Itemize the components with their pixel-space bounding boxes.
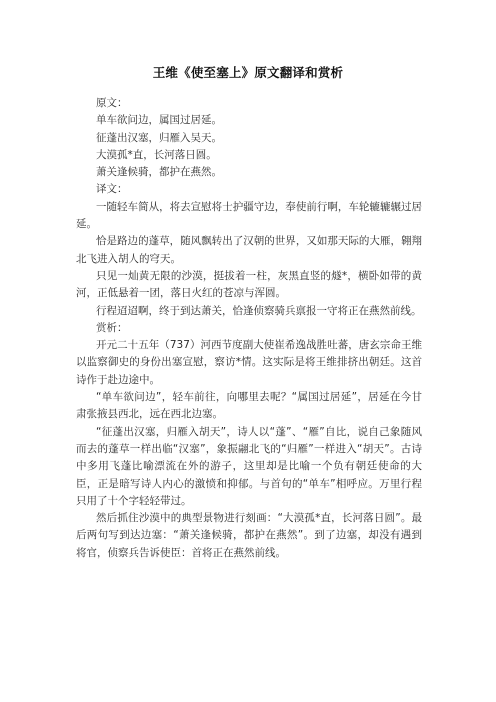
appreciation-paragraph: “单车欲问边”，轻车前往，向哪里去呢？“属国过居延”，居延在今甘肃张掖县西北，远在西北边塞。 <box>76 391 422 421</box>
poem-line: 单车欲问边，属国过居延。 <box>96 114 222 127</box>
document-title: 王维《使至塞上》原文翻译和赏析 <box>152 65 344 80</box>
translation-paragraph: 一随轻车简从，将去宣慰将士护疆守边，奉使前行啊，车轮辘辘辗过居延。 <box>76 200 422 231</box>
appreciation-paragraph: 开元二十五年（737）河西节度副大使崔希逸战胜吐蕃，唐玄宗命王维以监察御史的身份出塞宣慰，察访*情。这实际是将王维排挤出朝廷。这首诗作于赴边途中。 <box>76 339 422 386</box>
appreciation-paragraph: “征蓬出汉塞，归雁入胡天”，诗人以“蓬”、“雁”自比，说自己象随风而去的蓬草一样出临“汉塞”，象振翮北飞的“归雁”一样进入“胡天”。古诗中多用飞蓬比喻漂流在外的游子，这里却是比喻一个负有朝廷使命的大臣，正是暗写诗人内心的激愤和抑郁。与首句的“单车”相呼应。万里行程只用了十个字轻轻带过。 <box>76 425 422 507</box>
document-body <box>76 95 422 562</box>
poem-line: 征蓬出汉塞，归雁入吴天。 <box>96 131 222 144</box>
translation-paragraph: 行程迢迢啊，终于到达萧关，恰逢侦察骑兵禀报一守将正在燕然前线。 <box>96 304 422 317</box>
translation-paragraph: 只见一灿黄无限的沙漠，挺拔着一柱，灰黑直竖的燧*，横卧如带的黄河，正低悬着一团，落日火红的苍凉与浑圆。 <box>76 269 422 300</box>
poem-line: 萧关逢候骑，都护在燕然。 <box>96 166 222 179</box>
poem-line: 大漠孤*直，长河落日圆。 <box>96 148 217 161</box>
appreciation-heading: 赏析： <box>96 321 128 334</box>
translation-heading: 译文： <box>96 183 128 196</box>
original-heading: 原文： <box>96 97 128 109</box>
translation-paragraph: 恰是路边的蓬草，随风飘转出了汉朝的世界，又如那天际的大雁，翱翔北飞进入胡人的穹天。 <box>76 235 422 265</box>
appreciation-paragraph: 然后抓住沙漠中的典型景物进行刻画：“大漠孤*直，长河落日圆”。最后两句写到达边塞：“萧关逢候骑，都护在燕然”。到了边塞，却没有遇到将官，侦察兵告诉使臣：首将正在燕然前线。 <box>76 512 422 559</box>
